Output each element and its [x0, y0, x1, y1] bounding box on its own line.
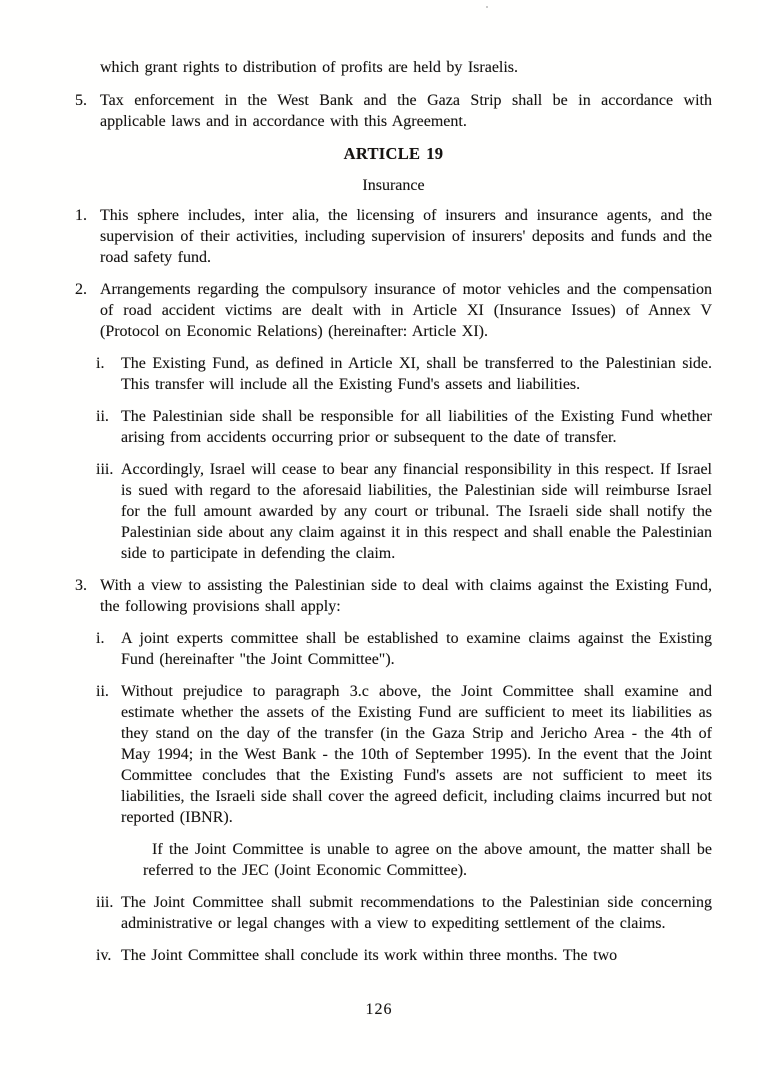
article-heading: ARTICLE 19 — [343, 144, 444, 163]
roman-item-2-iii — [96, 459, 712, 564]
roman-item-2-ii — [96, 406, 712, 448]
item-number: iii. — [96, 894, 114, 911]
item-text: This sphere includes, inter alia, the licensing of insurers and insurance agents, and the supervision of their activities, including supervision of insurers' deposits and funds and the road safety fund. — [100, 207, 712, 266]
roman-item-2-i — [96, 353, 712, 395]
roman-item-3-iv — [96, 945, 712, 966]
item-number: 2. — [75, 281, 87, 298]
scan-artifact — [486, 6, 488, 8]
article-subtitle: Insurance — [362, 177, 425, 194]
roman-item-3-iii — [96, 892, 712, 934]
numbered-item-1 — [75, 205, 712, 268]
item-text: The Joint Committee shall submit recommendations to the Palestinian side concerning administrative or legal changes with a view to expediting settlement of the claims. — [121, 894, 712, 932]
paragraph-continuation: which grant rights to distribution of profits are held by Israelis. — [100, 59, 519, 76]
item-text: A joint experts committee shall be established to examine claims against the Existing Fund (hereinafter "the Joint Committee"). — [121, 630, 712, 668]
item-text: Without prejudice to paragraph 3.c above, the Joint Committee shall examine and estimate whether the assets of the Existing Fund are sufficient to meet its liabilities as they stand on the day of the transfer (in the Gaza Strip and Jericho Area - the 4th of May 1994; in the West Bank - the 10th of September 1995). In the event that the Joint Committee concludes that the Existing Fund's assets are not sufficient to meet its liabilities, the Israeli side shall cover the agreed deficit, including claims incurred but not reported (IBNR). — [121, 683, 712, 826]
item-number: i. — [96, 355, 105, 372]
item-text: Accordingly, Israel will cease to bear any financial responsibility in this respect. If Israel is sued with regard to the aforesaid liabilities, the Palestinian side will reimburse Israel for the full amount awarded by any court or tribunal. The Israeli side shall notify the Palestinian side about any claim against it in this respect and shall enable the Palestinian side to participate in defending the claim. — [121, 461, 712, 562]
item-number: i. — [96, 630, 105, 647]
item-text: Arrangements regarding the compulsory insurance of motor vehicles and the compensation of road accident victims are dealt with in Article XI (Insurance Issues) of Annex V (Protocol on Economic Relations) (hereinafter: Article XI). — [100, 281, 712, 340]
item-text: The Joint Committee shall conclude its work within three months. The two — [121, 947, 618, 964]
item-number: iii. — [96, 461, 114, 478]
item-number: 3. — [75, 577, 87, 594]
item-number: ii. — [96, 683, 109, 700]
item-text: The Existing Fund, as defined in Article XI, shall be transferred to the Palestinian side. This transfer will include all the Existing Fund's assets and liabilities. — [121, 355, 712, 393]
item-number: iv. — [96, 947, 112, 964]
item-text: Tax enforcement in the West Bank and the Gaza Strip shall be in accordance with applicable laws and in accordance with this Agreement. — [100, 92, 712, 130]
roman-item-3-ii — [96, 681, 712, 828]
item-text: With a view to assisting the Palestinian side to deal with claims against the Existing Fund, the following provisions shall apply: — [100, 577, 712, 615]
item-text: The Palestinian side shall be responsible for all liabilities of the Existing Fund whether arising from accidents occurring prior or subsequent to the date of transfer. — [121, 408, 712, 446]
roman-item-3-i — [96, 628, 712, 670]
numbered-item-3 — [75, 575, 712, 617]
page-number: 126 — [365, 1001, 393, 1018]
item-number: 5. — [75, 92, 87, 109]
numbered-item-2 — [75, 279, 712, 342]
numbered-item-5 — [75, 90, 712, 132]
paragraph-3-ii-continuation: If the Joint Committee is unable to agree on the above amount, the matter shall be referred to the JEC (Joint Economic Committee). — [143, 841, 712, 879]
item-number: ii. — [96, 408, 109, 425]
item-number: 1. — [75, 207, 87, 224]
